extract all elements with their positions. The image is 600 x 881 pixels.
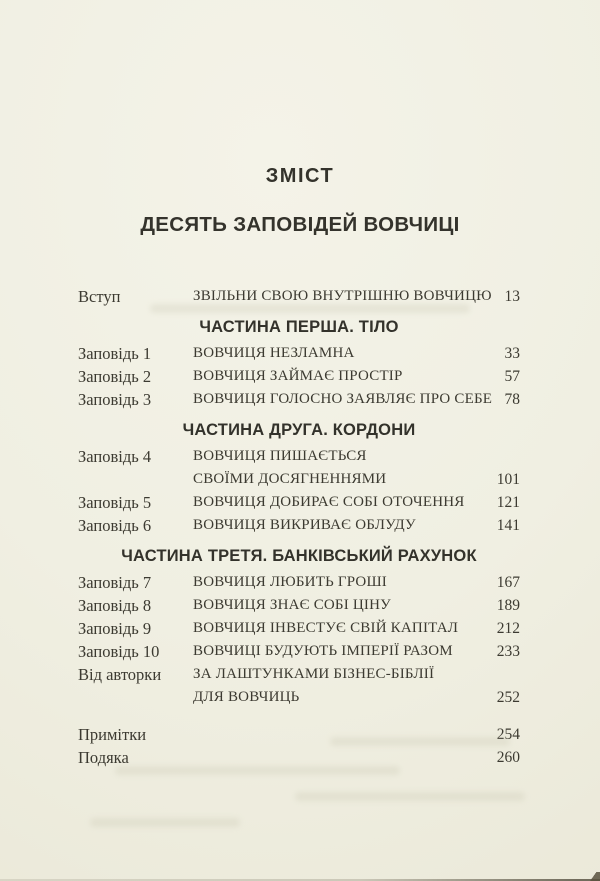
- toc-section-header: ЧАСТИНА ДРУГА. КОРДОНИ: [182, 421, 416, 439]
- page-title: ЗМІСТ: [265, 165, 335, 187]
- toc-entry-label: Заповідь 6: [78, 516, 152, 535]
- toc-entry-label: Заповідь 4: [78, 447, 152, 466]
- toc-entry: [78, 514, 520, 537]
- table-of-contents: [78, 285, 520, 769]
- paper-show-through: [150, 304, 470, 313]
- toc-entry-label: Примітки: [78, 725, 147, 744]
- toc-entry-title: [193, 445, 386, 491]
- toc-entry-page-number: 233: [496, 643, 520, 660]
- toc-entry: [78, 388, 520, 411]
- toc-entry-label: Заповідь 5: [78, 493, 152, 512]
- toc-entry-page-number: 260: [496, 749, 520, 766]
- paper-show-through: [295, 792, 525, 801]
- toc-entry-title: ВОВЧИЦЯ ВИКРИВАЄ ОБЛУДУ: [193, 517, 416, 533]
- toc-entry-label: Заповідь 1: [78, 344, 152, 363]
- book-title: ДЕСЯТЬ ЗАПОВІДЕЙ ВОВЧИЦІ: [140, 213, 460, 236]
- toc-entry-label: Заповідь 2: [78, 367, 152, 386]
- toc-entry-page-number: 141: [496, 517, 520, 534]
- toc-entry-label: Від авторки: [78, 665, 162, 684]
- toc-entry-page-number: 101: [496, 471, 520, 488]
- paper-show-through: [330, 737, 510, 746]
- paper-show-through: [115, 766, 400, 775]
- toc-entry-title: ВОВЧИЦЯ ГОЛОСНО ЗАЯВЛЯЄ ПРО СЕБЕ: [193, 391, 493, 407]
- toc-entry: [78, 491, 520, 514]
- toc-entry-title: [193, 663, 434, 709]
- toc-entry-page-number: 212: [496, 620, 520, 637]
- toc-entry: [78, 640, 520, 663]
- toc-entry-page-number: 78: [504, 391, 520, 408]
- toc-entry-label: Заповідь 10: [78, 642, 160, 661]
- toc-entry-label: Подяка: [78, 748, 129, 767]
- toc-entry: [78, 365, 520, 388]
- toc-entry-title: ВОВЧИЦЯ НЕЗЛАМНА: [193, 345, 355, 361]
- toc-entry-title: ВОВЧИЦЯ ЗНАЄ СОБІ ЦІНУ: [193, 597, 391, 613]
- toc-entry: [78, 342, 520, 365]
- toc-entry-page-number: 33: [504, 345, 520, 362]
- toc-section-header: ЧАСТИНА ТРЕТЯ. БАНКІВСЬКИЙ РАХУНОК: [121, 547, 477, 565]
- toc-entry-title-line: СВОЇМИ ДОСЯГНЕННЯМИ: [193, 471, 387, 487]
- toc-entry-page-number: 13: [504, 288, 520, 305]
- toc-entry: [78, 445, 520, 491]
- toc-entry-page-number: 252: [496, 689, 520, 706]
- toc-entry-page-number: 57: [504, 368, 520, 385]
- toc-section-header: ЧАСТИНА ПЕРША. ТІЛО: [199, 318, 399, 336]
- toc-entry-label: Заповідь 3: [78, 390, 152, 409]
- toc-entry-label: Заповідь 8: [78, 596, 152, 615]
- toc-entry-page-number: 167: [496, 574, 520, 591]
- toc-entry-label: Вступ: [78, 287, 121, 306]
- toc-entry-title: ВОВЧИЦЯ ІНВЕСТУЄ СВІЙ КАПІТАЛ: [193, 620, 459, 636]
- toc-entry-title: ВОВЧИЦЯ ЗАЙМАЄ ПРОСТІР: [193, 368, 403, 384]
- toc-entry: [78, 594, 520, 617]
- toc-entry-page-number: 189: [496, 597, 520, 614]
- toc-entry: [78, 617, 520, 640]
- toc-entry-title-line: ДЛЯ ВОВЧИЦЬ: [193, 689, 300, 705]
- toc-entry-title: ЗВІЛЬНИ СВОЮ ВНУТРІШНЮ ВОВЧИЦЮ: [193, 288, 492, 304]
- toc-entry-label: Заповідь 9: [78, 619, 152, 638]
- toc-entry-title: ВОВЧИЦЯ ДОБИРАЄ СОБІ ОТОЧЕННЯ: [193, 494, 465, 510]
- toc-entry-label: Заповідь 7: [78, 573, 152, 592]
- toc-entry: [78, 571, 520, 594]
- toc-entry-title: ВОВЧИЦЯ ЛЮБИТЬ ГРОШІ: [193, 574, 387, 590]
- toc-entry-page-number: 254: [496, 726, 520, 743]
- toc-entry-title-line: ВОВЧИЦЯ ПИШАЄТЬСЯ: [193, 448, 367, 464]
- toc-entry: [78, 663, 520, 709]
- toc-entry-title-line: ЗА ЛАШТУНКАМИ БІЗНЕС-БІБЛІЇ: [193, 666, 435, 682]
- paper-show-through: [90, 818, 240, 827]
- toc-entry-title: ВОВЧИЦІ БУДУЮТЬ ІМПЕРІЇ РАЗОМ: [193, 643, 453, 659]
- page-corner-mark: [584, 872, 600, 881]
- toc-entry-page-number: 121: [496, 494, 520, 511]
